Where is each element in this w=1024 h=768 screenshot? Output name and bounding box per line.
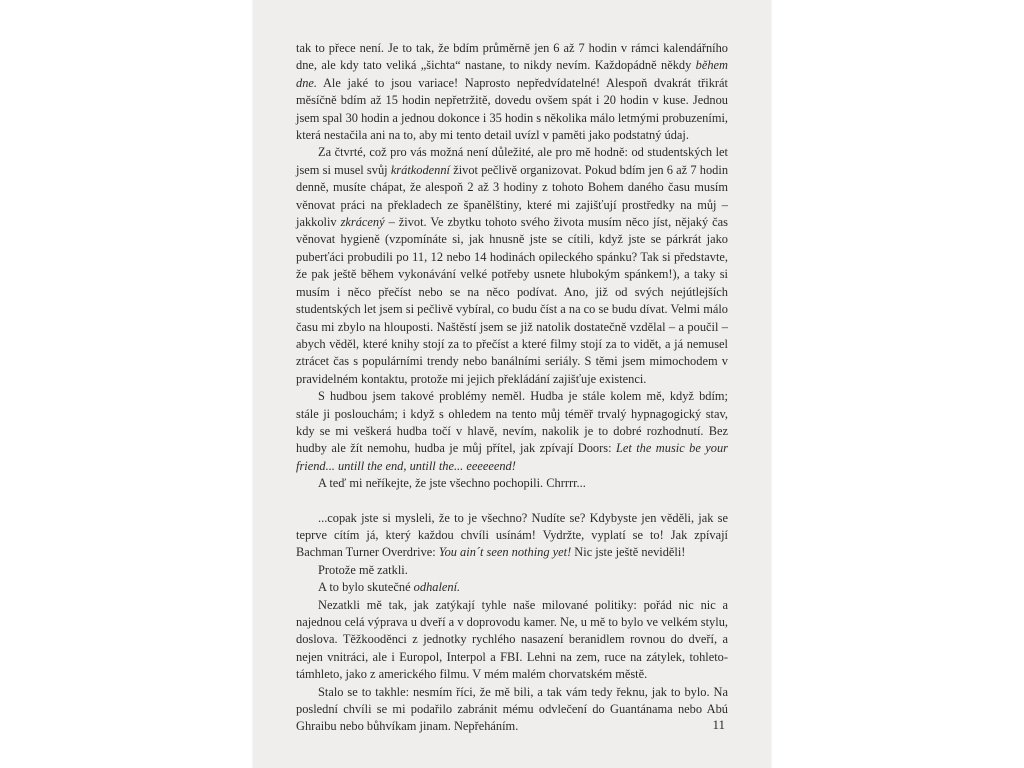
text-run: – život. Ve zbytku tohoto svého života musím něco jíst, nějaký čas věnovat hygieně (vzpomínáte si, jak hnusně jste se cítili, když jste se párkrát jako puberťáci probudili po 11, 12 nebo 14 hodinách opileckého spánku? Tak si představte, že pak ještě během vykonávání velké potřeby usnete hlubokým spánkem!), a taky si musím i něco přečíst nebo se na něco podívat. Ano, již od svých nejútlejších studentských let jsem si pečlivě vybíral, co budu číst a na co se budu dívat. Velmi málo času mi zbylo na hlouposti. Naštěstí jsem se již natolik dostatečně vzdělal – a poučil – abych věděl, které knihy stojí za to přečíst a které filmy stojí za to vidět, a já nemusel ztrácet čas s populárními trendy nebo banálními seriály. S těmi jsem mimochodem v pravidelném kontaktu, protože mi jejich překládání zajišťuje existenci. — [296, 215, 728, 386]
italic-run: během dne. — [296, 58, 728, 90]
italic-run: odhalení. — [413, 580, 461, 595]
text-run: tak to přece není. Je to tak, že bdím průměrně jen 6 až 7 hodin v rámci kalendářního dne, ale kdy tato veliká „šichta“ nastane, to nikdy nevím. Každopádně někdy — [296, 41, 728, 73]
text-run: Stalo se to takhle: nesmím říci, že mě bili, a tak vám tedy řeknu, jak to bylo. Na poslední chvíli se mi podařilo zabránit mému odvlečení do Guantánama nebo Abú Ghraibu nebo bůhvíkam jinam. Nepřeháním. — [296, 684, 728, 734]
text-run: Ale jaké to jsou variace! Naprosto nepředvídatelné! Alespoň dvakrát třikrát měsíčně bdím až 15 hodin nepřetržitě, dovedu ovšem spát i 20 hodin v kuse. Jednou jsem spal 30 hodin a jednou dokonce i 35 hodin s několika málo letmými probuzeními, která nestačila ani na to, aby mi tento detail uvízl v paměti jako podstatný údaj. — [296, 75, 728, 143]
text-run: Nezatkli mě tak, jak zatýkají tyhle naše milované politiky: pořád nic nic a najednou celá výprava u dveří a v doprovodu kamer. Ne, u mě to bylo ve velkém stylu, doslova. Těžkooděnci z jednotky rychlého nasazení beranidlem rovnou do dveří, a nejen vnitráci, ale i Europol, Interpol a FBI. Lehni na zem, ruce na zátylek, tohleto-támhleto, jako z amerického filmu. V mém malém chorvatském městě. — [296, 597, 728, 682]
paragraph — [296, 510, 728, 562]
paragraph — [296, 579, 728, 596]
paragraph — [296, 144, 728, 388]
paragraph — [296, 597, 728, 684]
italic-run: You ain´t seen nothing yet! — [438, 545, 572, 560]
book-page — [253, 0, 771, 768]
page-number: 11 — [712, 717, 725, 732]
text-run: život pečlivě organizovat. Pokud bdím jen 6 až 7 hodin denně, musíte chápat, že alespoň 2 až 3 hodiny z tohoto Bohem daného času musím věnovat práci na překladech ze španělštiny, které mi zajišťují prostředky na můj – jakkoliv — [296, 162, 729, 230]
body-text — [296, 40, 728, 736]
text-run: Za čtvrté, což pro vás možná není důležité, ale pro mě hodně: od studentských let jsem si musel svůj — [296, 145, 728, 177]
italic-run: krátkodenní — [390, 162, 450, 177]
paragraph — [296, 388, 728, 475]
italic-run: Let the music be your friend... untill the end, untill the... eeeeeend! — [296, 441, 728, 473]
paragraph — [296, 684, 728, 736]
italic-run: zkrácený — [340, 215, 385, 230]
paragraph — [296, 475, 728, 492]
paragraph — [296, 40, 728, 144]
text-run: Protože mě zatkli. — [318, 562, 408, 577]
text-run: Nic jste ještě neviděli! — [571, 545, 686, 560]
text-run: ...copak jste si mysleli, že to je všechno? Nudíte se? Kdybyste jen věděli, jak se teprve cítím já, který každou chvíli usínám! Vydržte, vyplatí se to! Jak zpívají Bachman Turner Overdrive: — [296, 510, 728, 560]
text-run: S hudbou jsem takové problémy neměl. Hudba je stále kolem mě, když bdím; stále ji poslouchám; i když s ohledem na tento můj téměř trvalý hypnagogický stav, kdy se mi veškerá hudba točí v hlavě, nevím, nakolik je to dobré rozhodnutí. Bez hudby ale žít nemohu, hudba je můj přítel, jak zpívají Doors: — [296, 389, 728, 456]
text-run: A teď mi neříkejte, že jste všechno pochopili. Chrrrr... — [318, 476, 586, 491]
paragraph — [296, 562, 728, 579]
text-run: A to bylo skutečné — [318, 580, 414, 595]
